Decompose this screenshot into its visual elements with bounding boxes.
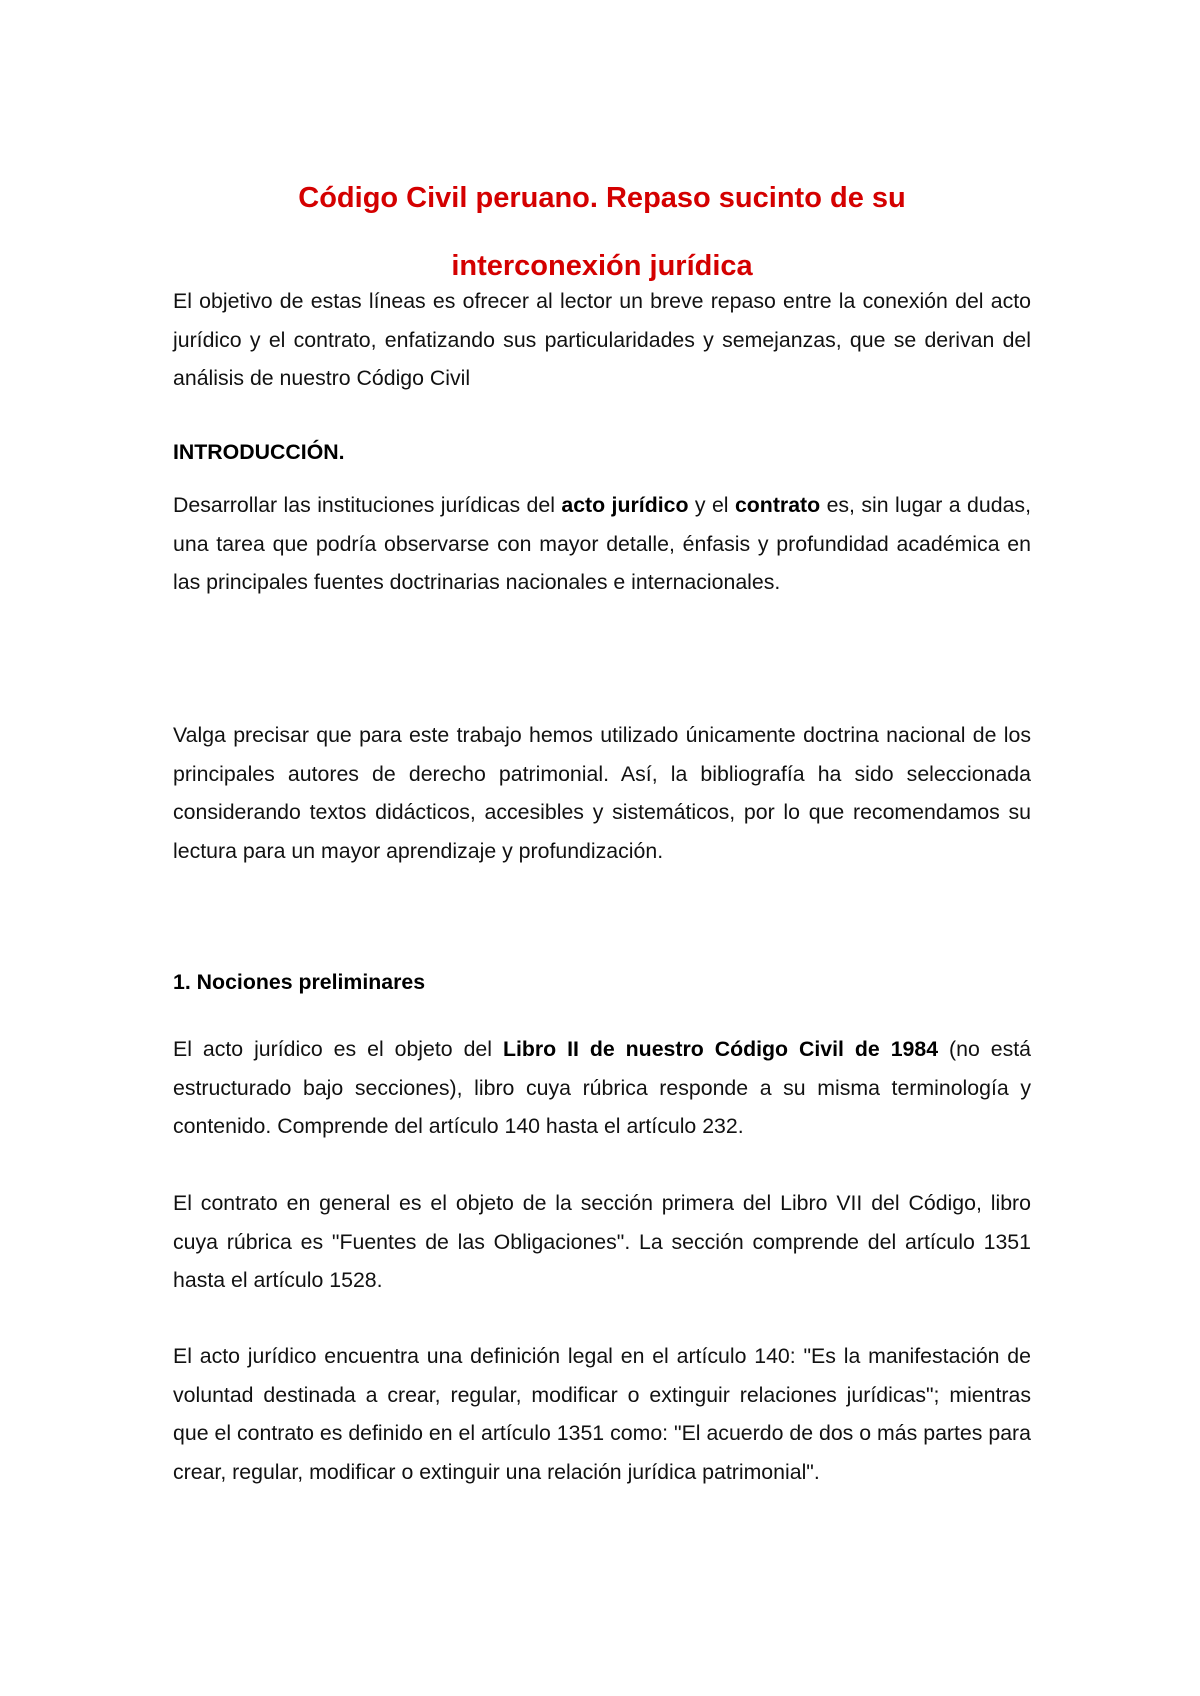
paragraph-5: El acto jurídico encuentra una definición legal en el artículo 140: "Es la manifestación de voluntad destinada a crear, regular, modificar o extinguir relaciones jurídicas"; mientras que el contrato es definido en el artículo 1351 como: "El acuerdo de dos o más partes para crear, regular, modificar o extinguir una relación jurídica patrimonial". <box>173 1344 1031 1484</box>
paragraph-3-text-b: (no está estructurado bajo secciones), libro cuya rúbrica responde a su misma terminología y contenido. Comprende del artículo 140 hasta el artículo 232. <box>173 1037 1031 1138</box>
paragraph-1-text-b: y el <box>688 493 735 517</box>
section-heading-introduccion: INTRODUCCIÓN. <box>173 440 345 464</box>
paragraph-1-bold-acto-juridico: acto jurídico <box>561 493 689 517</box>
intro-paragraph: El objetivo de estas líneas es ofrecer al lector un breve repaso entre la conexión del acto jurídico y el contrato, enfatizando sus particularidades y semejanzas, que se derivan del análisis de nuestro Código Civil <box>173 289 1031 390</box>
document-page <box>173 0 1031 1696</box>
paragraph-3-bold-libro-ii: Libro II de nuestro Código Civil de 1984 <box>502 1037 939 1061</box>
paragraph-1 <box>173 486 1031 602</box>
document-title-line-1: Código Civil peruano. Repaso sucinto de su <box>298 182 906 214</box>
paragraph-3-text-a: El acto jurídico es el objeto del <box>173 1037 503 1061</box>
paragraph-4: El contrato en general es el objeto de la sección primera del Libro VII del Código, libro cuya rúbrica es "Fuentes de las Obligaciones". La sección comprende del artículo 1351 hasta el artículo 1528. <box>173 1191 1031 1292</box>
paragraph-3 <box>173 1030 1031 1146</box>
paragraph-1-bold-contrato: contrato <box>734 493 821 517</box>
paragraph-1-text-a: Desarrollar las instituciones jurídicas del <box>173 493 562 517</box>
section-heading-nociones: 1. Nociones preliminares <box>173 970 426 994</box>
paragraph-2: Valga precisar que para este trabajo hemos utilizado únicamente doctrina nacional de los principales autores de derecho patrimonial. Así, la bibliografía ha sido seleccionada considerando textos didácticos, accesibles y sistemáticos, por lo que recomendamos su lectura para un mayor aprendizaje y profundización. <box>173 723 1031 863</box>
paragraph-1-text-c: es, sin lugar a dudas, una tarea que podría observarse con mayor detalle, énfasis y profundidad académica en las principales fuentes doctrinarias nacionales e internacionales. <box>173 493 1031 594</box>
document-title-line-2: interconexión jurídica <box>451 250 753 282</box>
